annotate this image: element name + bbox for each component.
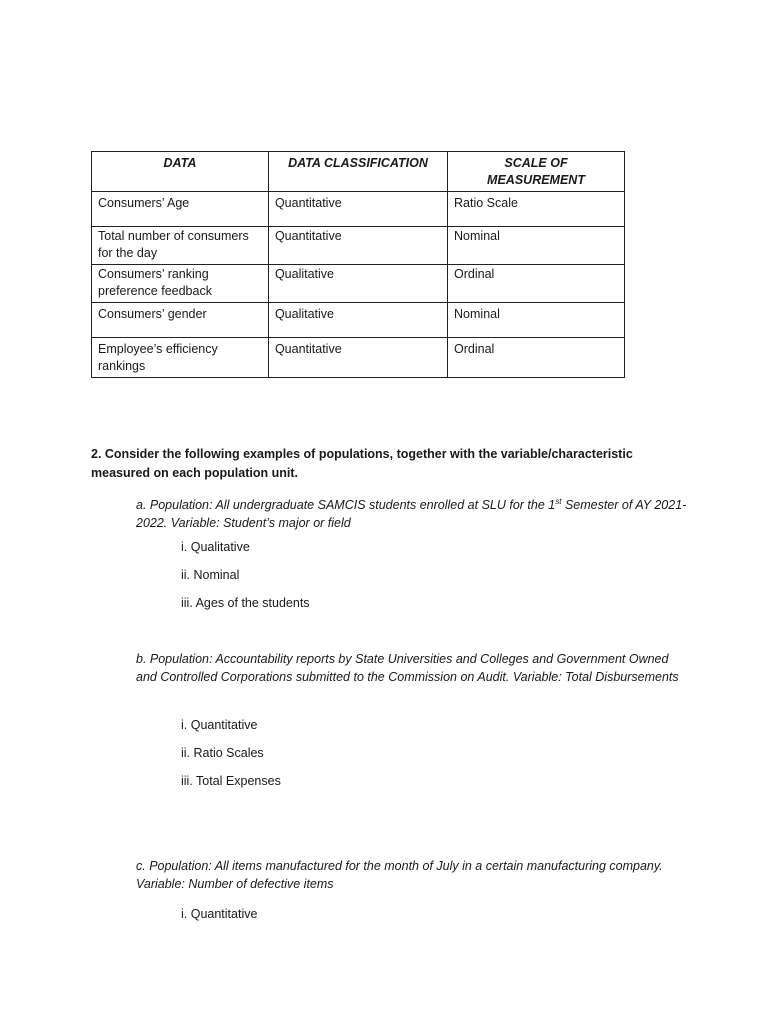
item-a-text-end: Semester of AY 2021-2022. Variable: Student’s major or field bbox=[136, 498, 687, 531]
question-2-heading: 2. Consider the following examples of populations, together with the variable/characteristic measured on each population unit. bbox=[91, 447, 633, 480]
cell-data: Total number of consumers for the day bbox=[92, 227, 269, 265]
item-a-answer-2: ii. Nominal bbox=[181, 568, 240, 582]
cell-scale: Nominal bbox=[448, 227, 625, 265]
item-a-text-start: a. Population: All undergraduate SAMCIS students enrolled at SLU for the 1 bbox=[136, 498, 556, 513]
item-b-text: b. Population: Accountability reports by State Universities and Colleges and Government Owned and Controlled Corporations submitted to the Commission on Audit. Variable: Total Disbursements bbox=[136, 652, 679, 684]
cell-data: Consumers’ ranking preference feedback bbox=[92, 265, 269, 303]
cell-data: Consumers’ Age bbox=[92, 192, 269, 227]
item-a-text bbox=[136, 493, 692, 532]
header-scale-of-measurement: SCALE OF MEASUREMENT bbox=[448, 152, 625, 192]
cell-scale: Ordinal bbox=[448, 265, 625, 303]
cell-classification: Quantitative bbox=[268, 338, 447, 378]
table-row bbox=[92, 265, 625, 303]
item-c-answer-1: i. Quantitative bbox=[181, 907, 258, 921]
cell-classification: Quantitative bbox=[268, 192, 447, 227]
item-a-superscript: st bbox=[555, 497, 562, 506]
item-b-answer-2: ii. Ratio Scales bbox=[181, 746, 264, 760]
cell-data: Employee’s efficiency rankings bbox=[92, 338, 269, 378]
table-row bbox=[92, 303, 625, 338]
table-header-row bbox=[92, 152, 625, 192]
cell-scale: Nominal bbox=[448, 303, 625, 338]
cell-classification: Quantitative bbox=[268, 227, 447, 265]
item-c-text: c. Population: All items manufactured for the month of July in a certain manufacturing company. Variable: Number of defective items bbox=[136, 859, 663, 891]
item-b-answer-1: i. Quantitative bbox=[181, 718, 258, 732]
header-data-classification: DATA CLASSIFICATION bbox=[268, 152, 447, 192]
cell-scale: Ratio Scale bbox=[448, 192, 625, 227]
cell-classification: Qualitative bbox=[268, 265, 447, 303]
table-row bbox=[92, 192, 625, 227]
cell-data: Consumers’ gender bbox=[92, 303, 269, 338]
item-a-answer-3: iii. Ages of the students bbox=[181, 596, 310, 610]
data-classification-table bbox=[91, 151, 625, 378]
item-a-answer-1: i. Qualitative bbox=[181, 540, 250, 554]
table-row bbox=[92, 227, 625, 265]
cell-classification: Qualitative bbox=[268, 303, 447, 338]
item-b-answer-3: iii. Total Expenses bbox=[181, 774, 281, 788]
header-data: DATA bbox=[92, 152, 269, 192]
cell-scale: Ordinal bbox=[448, 338, 625, 378]
table-row bbox=[92, 338, 625, 378]
